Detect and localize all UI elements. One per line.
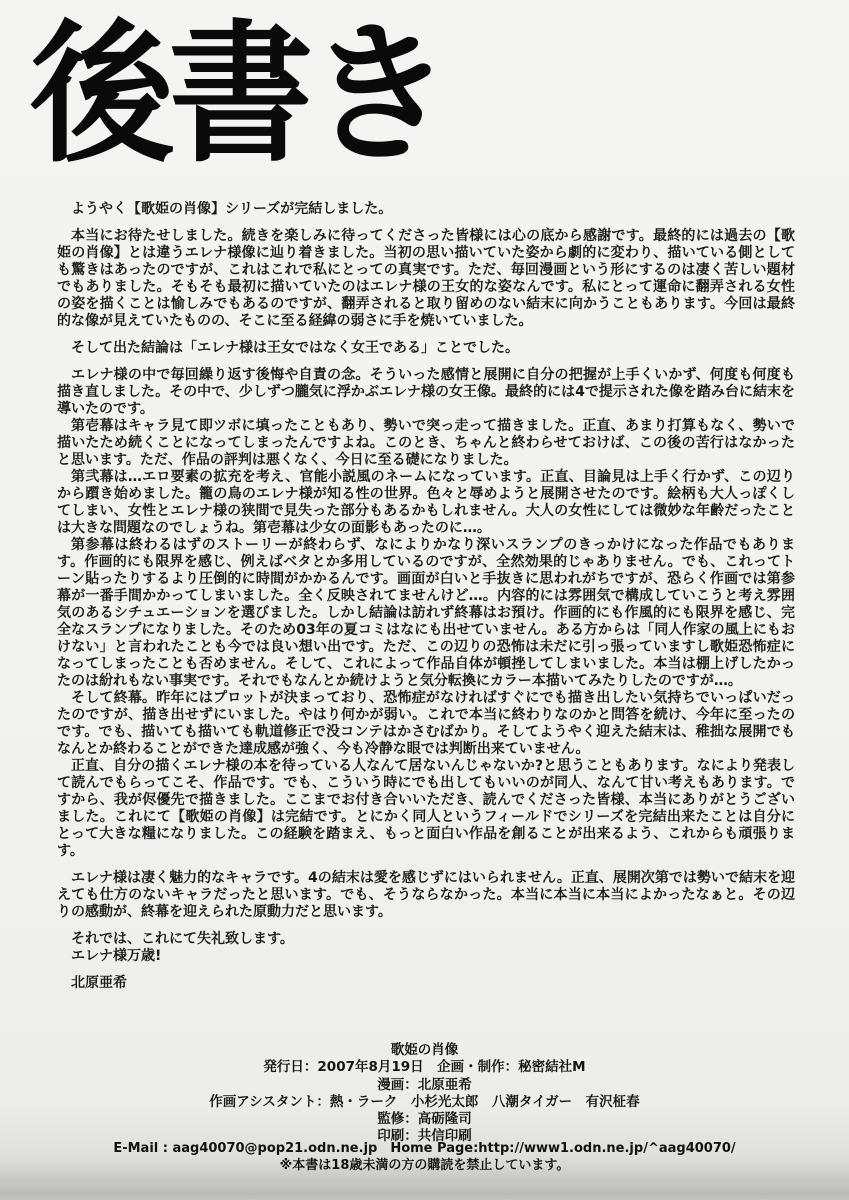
paragraph: 第参幕は終わるはずのストーリーが終わらず、なによりかなり深いスランプのきっかけになった作品でもあります。作画的にも限界を感じ、例えばベタとか多用しているのですが、全然効果的じゃありません。でも、これってトーン貼ったりするより圧倒的に時間がかかるんです。画面が白いと手抜きに思われがちですが、恐らく作画では第参幕が一番手間かかってしまいました。全く反映されてませんけど…。内容的には雰囲気で構成していこうと考え雰囲気のあるシチュエーションを選びました。しかし結論は訪れず終幕はお預け。作画的にも作風的にも限界を感じ、完全なスランプになりました。そのため03年の夏コミはなにも出せていません。ある方からは「同人作家の風上にもおけない」と言われたことも今では良い想い出です。ただ、この辺りの恐怖は未だに引っ張っていますし歌姫恐怖症になってしまったことも否めません。そして、これによって作品自体が頓挫してしまいました。本当は棚上げしたかったのは紛れもない事実です。それでもなんとか続けようと気分転換にカラー本描いてみたりしたのですが…。 [57,537,795,689]
colophon [0,1042,849,1146]
colophon-line-supervisor: 監修：高砺隆司 [377,1111,472,1128]
paragraph: 本当にお待たせしました。続きを楽しみに待ってくださった皆様には心の底から感謝です。最終的には過去の【歌姫の肖像】とは違うエレナ様像に辿り着きました。当初の思い描いていた姿から劇的に変わり、描いている側としても驚きはあったのですが、これはこれで私にとっての真実です。ただ、毎回漫画という形にするのは凄く苦しい題材でもありました。そもそも最初に描いていたのはエレナ様の王女的な姿なんです。私にとって運命に翻弄される女性の姿を描くことは愉しみでもあるのですが、翻弄されると取り留めのない結末に向かうこともあります。今回は最終的な像が見えていたものの、そこに至る経緯の弱さに手を焼いていました。 [57,228,795,329]
paragraph: 第壱幕はキャラ見て即ツボに填ったこともあり、勢いで突っ走って描きました。正直、あまり打算もなく、勢いで描いたため続くことになってしまったんですよね。このとき、ちゃんと終わらせておけば、この後の苦行はなかったと思います。ただ、作品の評判は悪くなく、今日に至る礎になりました。 [57,418,795,468]
closing-line: それでは、これにて失礼致します。 [71,931,294,947]
author-signature: 北原亜希 [71,975,127,991]
page-title: 後書き [30,6,447,183]
paragraph-group [57,870,795,921]
colophon-line-assistants: 作画アシスタント：熱・ラーク 小杉光太郎 八潮タイガー 有沢柾春 [209,1093,640,1110]
paragraph: 正直、自分の描くエレナ様の本を待っている人なんて居ないんじゃないか?と思うこともあります。なにより発表して読んでもらってこそ、作品です。でも、こういう時にでも出してもいいのが同人、なんて甘い考えもあります。ですから、我が侭優先で描きました。ここまでお付き合いいただき、読んでくださった皆様、本当にありがとうございました。これにて【歌姫の肖像】は完結です。とにかく同人というフィールドでシリーズを完結出来たことは自分にとって大きな糧になりました。この経験を踏まえ、もっと面白い作品を創ることが出来るよう、これからも頑張ります。 [57,758,795,859]
paragraph-group [57,931,795,965]
colophon-series-title: 歌姫の肖像 [390,1042,459,1058]
paragraph-group [57,340,795,357]
contact-line: E-Mail : aag40070@pop21.odn.ne.jp Home Page:http://www1.odn.ne.jp/^aag40070/ [113,1141,736,1156]
paragraph-group [57,201,795,218]
paragraph: そして出た結論は「エレナ様は王女ではなく女王である」ことでした。 [71,340,519,356]
colophon-line-publication: 発行日：2007年8月19日 企画・制作：秘密結社M [263,1059,586,1076]
colophon-line-printing: 印刷：共信印刷 [377,1128,472,1145]
colophon-line-manga: 漫画：北原亜希 [377,1076,472,1093]
page-bottom-shadow [0,1184,849,1200]
afterword-body [57,201,795,1039]
age-disclaimer: ※本書は18歳未満の方の購読を禁止しています。 [279,1158,570,1173]
paragraph: ようやく【歌姫の肖像】シリーズが完結しました。 [71,201,393,217]
paragraph-group [57,228,795,330]
contact-block [0,1140,849,1174]
paragraph: エレナ様は凄く魅力的なキャラです。4の結末は愛を感じずにはいられません。正直、展開次第では勢いで結末を迎えても仕方のないキャラだったと思います。でも、そうならなかった。本当に本当に本当によかったなぁと。その辺りの感動が、終幕を迎えられた原動力だと思います。 [57,870,795,920]
paragraph: そして終幕。昨年にはプロットが決まっており、恐怖症がなければすぐにでも描き出したい気持ちでいっぱいだったのですが、描き出せずにいました。やはり何かが弱い。これで本当に終わりなのかと問答を続け、今年に至ったのです。でも、描いても描いても軌道修正で没コンテはかさむばかり。そしてようやく迎えた結末は、稚拙な展開でもなんとか終わることができた達成感が強く、今も冷静な眼では判断出来ていません。 [57,690,795,757]
paragraph: 第弐幕は…エロ要素の拡充を考え、官能小説風のネームになっています。正直、目論見は上手く行かず、この辺りから躓き始めました。籠の鳥のエレナ様が知る性の世界。色々と辱めようと展開させたのです。絵柄も大人っぽくしてしまい、女性とエレナ様の狭間で見失った部分もあるかもしれません。大人の女性にしては微妙な年齢だったことは大きな問題なのでしょうね。第壱幕は少女の面影もあったのに…。 [57,469,795,536]
signature-group [57,975,795,992]
paragraph-group [57,367,795,860]
paragraph: エレナ様の中で毎回繰り返す後悔や自責の念。そういった感情と展開に自分の把握が上手くいかず、何度も何度も描き直しました。その中で、少しずつ朧気に浮かぶエレナ様の女王像。最終的には4で提示された像を踏み台に結末を導いたのです。 [57,367,795,417]
closing-line: エレナ様万歳! [71,948,162,964]
